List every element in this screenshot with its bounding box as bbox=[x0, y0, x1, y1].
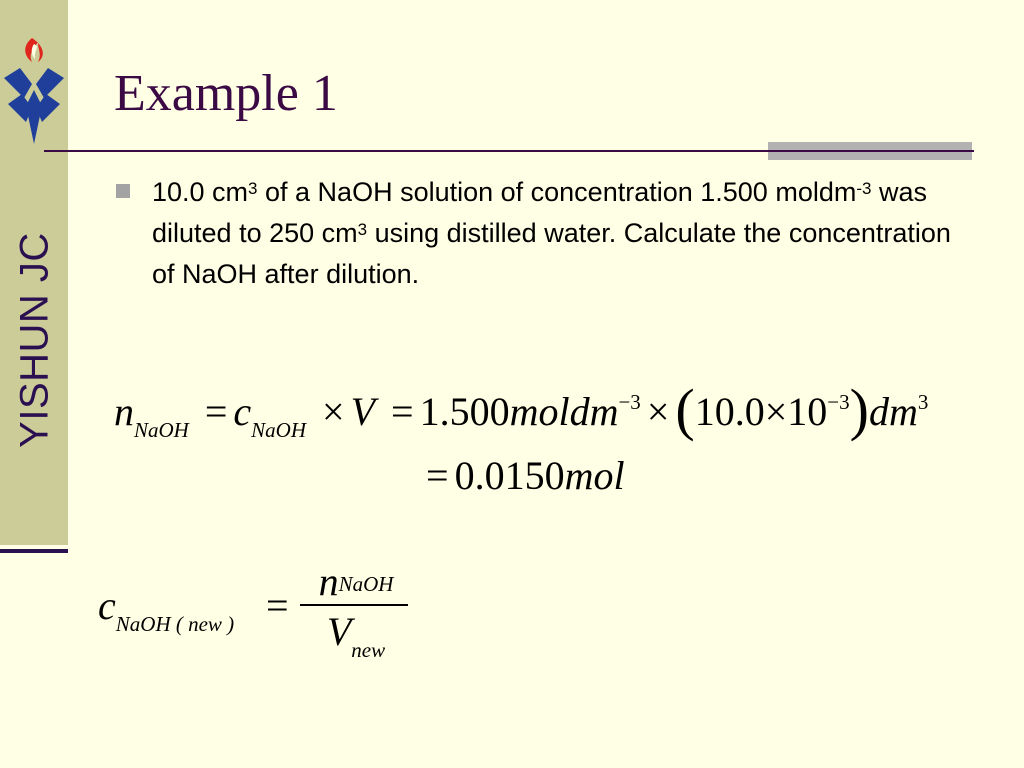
eq-subscript: new bbox=[351, 638, 386, 662]
eq-unit: moldm bbox=[509, 389, 619, 434]
eq-symbol: V bbox=[326, 609, 352, 654]
bullet-superscript: 3 bbox=[248, 179, 258, 198]
eq-operator: = bbox=[204, 389, 228, 434]
eq-symbol: V bbox=[350, 389, 376, 434]
bullet-text-part: was diluted to 250 cm bbox=[152, 177, 927, 248]
eq-value: 10 bbox=[787, 389, 828, 434]
eq-paren: ( bbox=[675, 377, 695, 442]
eq-superscript: 3 bbox=[917, 390, 929, 414]
eq-operator: = bbox=[426, 453, 449, 498]
eq3-fraction bbox=[304, 558, 408, 662]
slide-title: Example 1 bbox=[114, 65, 338, 122]
eq-value: 10.0 bbox=[694, 389, 765, 434]
title-accent-bar bbox=[768, 142, 972, 160]
bullet-superscript: -3 bbox=[856, 179, 872, 198]
eq-unit: dm bbox=[868, 389, 918, 434]
eq-subscript: NaOH ( new ) bbox=[115, 612, 235, 636]
bullet-square-icon bbox=[116, 184, 130, 198]
equation-result bbox=[420, 452, 625, 499]
eq-symbol: n bbox=[318, 559, 339, 604]
equation-moles bbox=[114, 372, 929, 442]
bullet-item bbox=[116, 172, 976, 295]
bullet-text-part: using distilled water. Calculate the concentration of NaOH after dilution. bbox=[152, 218, 951, 289]
eq-paren: ) bbox=[849, 377, 869, 442]
eq-superscript: −3 bbox=[618, 390, 641, 414]
fraction-denominator bbox=[304, 608, 408, 662]
fraction-bar bbox=[300, 604, 408, 606]
fraction-numerator bbox=[304, 558, 408, 604]
eq-unit: mol bbox=[564, 453, 625, 498]
eq-operator: = bbox=[266, 583, 289, 628]
eq-superscript: −3 bbox=[827, 390, 850, 414]
school-logo-icon bbox=[2, 32, 66, 150]
eq3-lhs bbox=[98, 582, 235, 636]
eq-subscript: NaOH bbox=[134, 418, 189, 442]
eq-subscript: NaOH bbox=[338, 572, 394, 596]
eq-operator: × bbox=[646, 389, 670, 434]
eq-value: 0.0150 bbox=[454, 453, 565, 498]
bullet-text bbox=[152, 172, 976, 295]
eq-subscript: NaOH bbox=[251, 418, 307, 442]
eq-symbol: n bbox=[114, 389, 134, 434]
eq-operator: × bbox=[322, 389, 345, 434]
eq-operator: = bbox=[391, 389, 414, 434]
sidebar-divider bbox=[0, 549, 68, 553]
bullet-superscript: 3 bbox=[357, 220, 368, 239]
school-name-vertical: YISHUN JC bbox=[12, 232, 57, 448]
bullet-text-part: 10.0 cm bbox=[152, 177, 249, 207]
eq-value: 1.500 bbox=[419, 389, 510, 434]
eq-symbol: c bbox=[233, 389, 252, 434]
sidebar bbox=[0, 0, 68, 545]
eq-operator: × bbox=[764, 389, 788, 434]
bullet-text-part: of a NaOH solution of concentration 1.500 moldm bbox=[257, 177, 857, 207]
eq-symbol: c bbox=[98, 583, 116, 628]
